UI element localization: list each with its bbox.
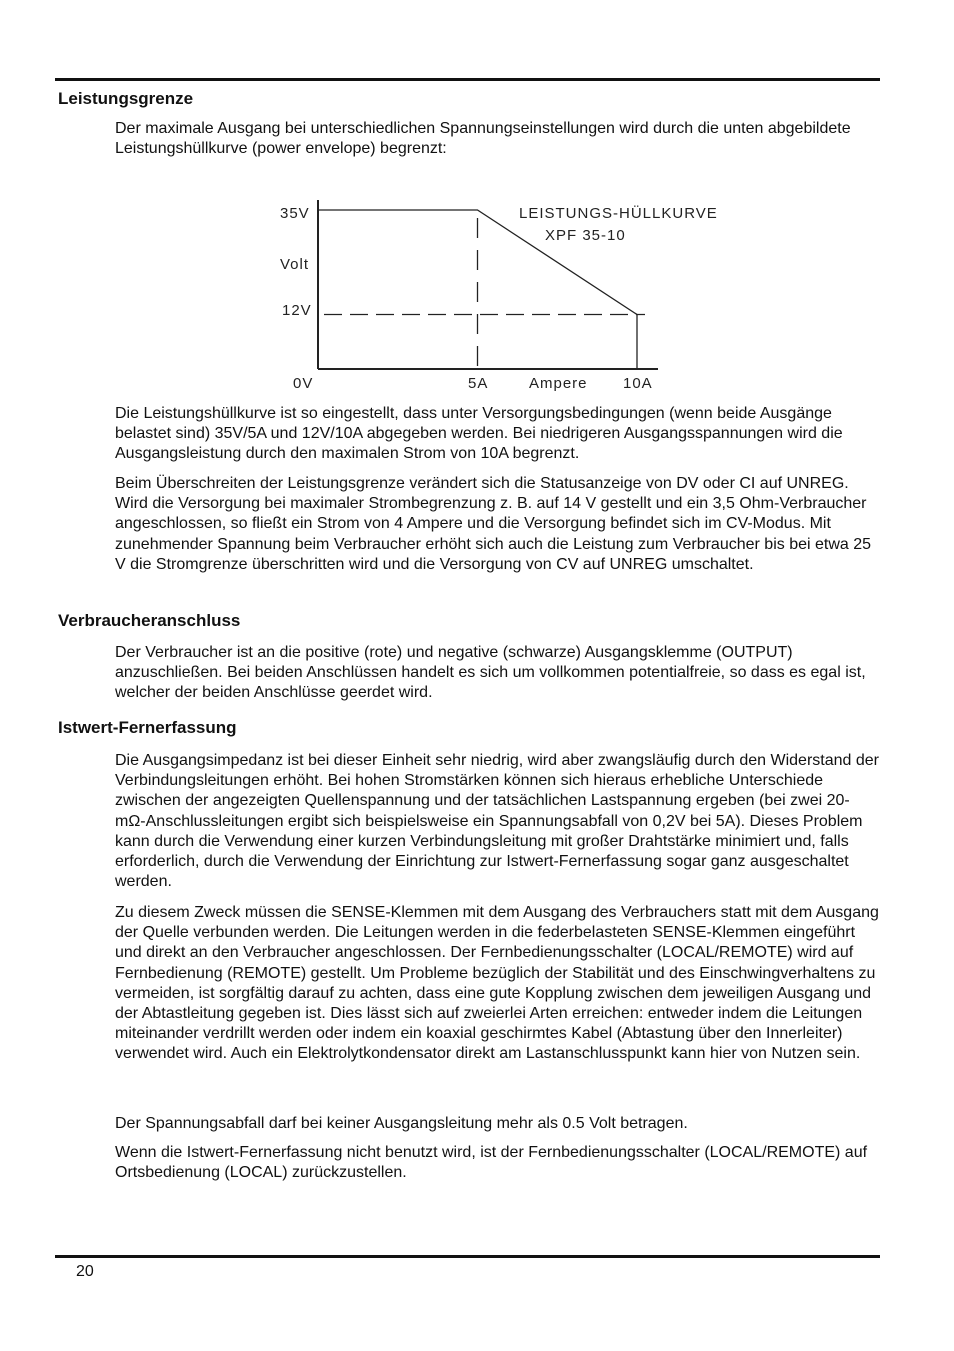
chart-subtitle: XPF 35-10 bbox=[545, 227, 626, 244]
top-rule bbox=[55, 78, 880, 81]
bottom-rule bbox=[55, 1255, 880, 1258]
tick-0v: 0V bbox=[293, 375, 314, 392]
heading-leistungsgrenze: Leistungsgrenze bbox=[58, 89, 194, 108]
paragraph-impedance: Die Ausgangsimpedanz ist bei dieser Einheit sehr niedrig, wird aber zwangsläufig durch den Widerstand der Verbindungsleitungen erhöht. Bei hohen Stromstärken können sich hieraus erhebliche Unterschiede zwischen der angezeigten Quellenspannung und der tatsächlichen Lastspannung ergeben (bei zwei 20-mΩ-Anschlussleitungen ergibt sich beispielsweise ein Spannungsabfall von 0,2V bei 5A). Dieses Problem kann durch die Verwendung einer kurzen Verbindungsleitung mit großer Drahtstärke minimiert und, falls erforderlich, durch die Verwendung der Einrichtung zur Istwert-Fernerfassung sogar ganz ausgeschaltet werden. bbox=[115, 752, 879, 891]
tick-12v: 12V bbox=[282, 302, 312, 319]
tick-10a: 10A bbox=[623, 375, 653, 392]
paragraph-local: Wenn die Istwert-Fernerfassung nicht benutzt wird, ist der Fernbedienungsschalter (LOCAL/REMOTE) auf Ortsbedienung (LOCAL) zurückzustellen. bbox=[115, 1144, 868, 1182]
tick-35v: 35V bbox=[280, 205, 310, 222]
heading-verbraucheranschluss: Verbraucheranschluss bbox=[58, 611, 241, 630]
paragraph-limit: Beim Überschreiten der Leistungsgrenze verändert sich die Statusanzeige von DV oder CI auf UNREG. Wird die Versorgung bei maximaler Strombegrenzung z. B. auf 14 V gestellt und ein 3,5 Ohm-Verbraucher angeschlossen, so fließt ein Strom von 4 Ampere und die Versorgung befindet sich im CV-Modus. Mit zunehmender Spannung beim Verbraucher erhöht sich auch die Leistung zum Verbraucher bis bei etwa 25 V die Stromgrenze überschritten wird und die Versorgung von CV auf UNREG umschaltet. bbox=[115, 475, 872, 573]
heading-istwert: Istwert-Fernerfassung bbox=[58, 718, 237, 737]
paragraph-connection: Der Verbraucher ist an die positive (rote) und negative (schwarze) Ausgangsklemme (OUTPUT) anzuschließen. Bei beiden Anschlüssen handelt es sich um vollkommen potentialfreie, so dass es egal ist, welcher der beiden Anschlüsse geerdet wird. bbox=[115, 644, 866, 702]
paragraph-intro: Der maximale Ausgang bei unterschiedlichen Spannungseinstellungen wird durch die unten abgebildete Leistungshüllkurve (power envelope) begrenzt: bbox=[115, 120, 851, 158]
tick-5a: 5A bbox=[468, 375, 489, 392]
ylabel-volt: Volt bbox=[280, 256, 310, 273]
power-envelope-chart bbox=[270, 190, 718, 400]
paragraph-envelope: Die Leistungshüllkurve ist so eingestellt, dass unter Versorgungsbedingungen (wenn beide Ausgänge belastet sind) 35V/5A und 12V/10A abgegeben werden. Bei niedrigeren Ausgangsspannungen wird die Ausgangsleistung durch den maximalen Strom von 10A begrenzt. bbox=[115, 405, 843, 463]
xlabel-ampere: Ampere bbox=[529, 375, 588, 392]
page-number: 20 bbox=[76, 1263, 94, 1280]
paragraph-voltage-drop: Der Spannungsabfall darf bei keiner Ausgangsleitung mehr als 0.5 Volt betragen. bbox=[115, 1115, 688, 1132]
chart-title: LEISTUNGS-HÜLLKURVE bbox=[519, 205, 718, 222]
paragraph-sense: Zu diesem Zweck müssen die SENSE-Klemmen mit dem Ausgang des Verbrauchers statt mit dem Ausgang der Quelle verbunden werden. Die Leitungen werden in die federbelasteten SENSE-Klemmen eingeführt und direkt an den Verbraucher angeschlossen. Der Fernbedienungsschalter (LOCAL/REMOTE) wird auf Fernbedienung (REMOTE) gestellt. Um Probleme bezüglich der Stabilität und des Einschwingverhaltens zu vermeiden, ist sorgfältig darauf zu achten, dass eine gute Kopplung zwischen dem jeweiligen Ausgang und der Abtastleitung gegeben ist. Dies lässt sich auf zweierlei Arten erreichen: entweder indem die Leitungen miteinander verdrillt werden oder indem ein koaxial geschirmtes Kabel (Abtastung über den Innerleiter) verwendet wird. Auch ein Elektrolytkondensator direkt am Lastanschlusspunkt kann hier von Nutzen sein. bbox=[115, 904, 879, 1063]
